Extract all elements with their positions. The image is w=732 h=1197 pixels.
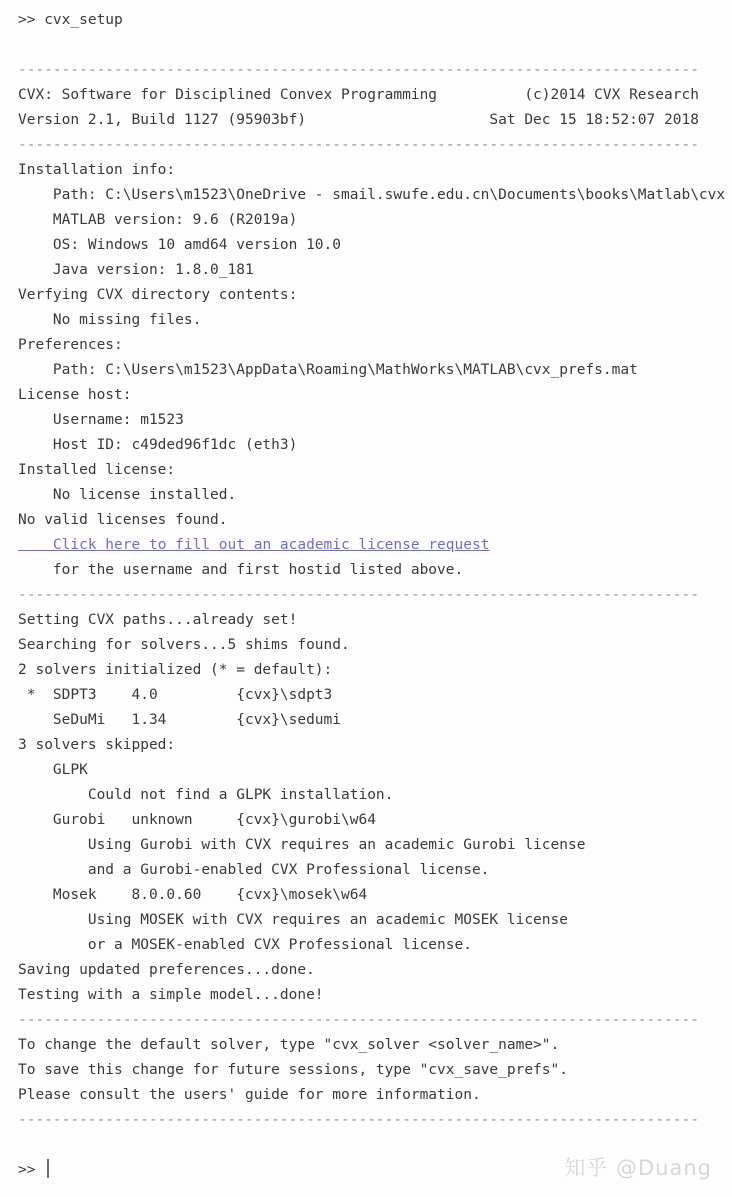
console-line: for the username and first hostid listed above. <box>18 562 464 578</box>
console-line: Path: C:\Users\m1523\AppData\Roaming\MathWorks\MATLAB\cvx_prefs.mat <box>18 362 638 378</box>
console-line: Username: m1523 <box>18 412 184 428</box>
console-line: GLPK <box>18 762 88 778</box>
console-line: Version 2.1, Build 1127 (95903bf) Sat Dec 15 18:52:07 2018 <box>18 112 699 128</box>
console-line: License host: <box>18 387 132 403</box>
console-line: Installed license: <box>18 462 176 478</box>
console-line: Verfying CVX directory contents: <box>18 287 298 303</box>
separator-rule: ------------------------------------------------------------------------------ <box>18 1012 699 1028</box>
blank-line <box>18 33 732 58</box>
console-line: * SDPT3 4.0 {cvx}\sdpt3 <box>18 687 333 703</box>
watermark: 知乎 @Duang <box>564 1156 712 1180</box>
console-line: and a Gurobi-enabled CVX Professional license. <box>18 862 490 878</box>
console-line: 2 solvers initialized (* = default): <box>18 662 333 678</box>
console-line: Using Gurobi with CVX requires an academic Gurobi license <box>18 837 586 853</box>
console-line: MATLAB version: 9.6 (R2019a) <box>18 212 298 228</box>
separator-rule: ------------------------------------------------------------------------------ <box>18 137 699 153</box>
console-line: or a MOSEK-enabled CVX Professional license. <box>18 937 472 953</box>
console-line: Saving updated preferences...done. <box>18 962 315 978</box>
console-line: Could not find a GLPK installation. <box>18 787 394 803</box>
console-line: No license installed. <box>18 487 237 503</box>
console-line: Path: C:\Users\m1523\OneDrive - smail.swufe.edu.cn\Documents\books\Matlab\cvx <box>18 187 726 203</box>
text-cursor <box>47 1159 49 1178</box>
console-line: To save this change for future sessions, type "cvx_save_prefs". <box>18 1062 568 1078</box>
console-body <box>18 8 732 1183</box>
console-line: SeDuMi 1.34 {cvx}\sedumi <box>18 712 342 728</box>
console-line: OS: Windows 10 amd64 version 10.0 <box>18 237 342 253</box>
console-line: Please consult the users' guide for more information. <box>18 1087 481 1103</box>
console-line: Testing with a simple model...done! <box>18 987 324 1003</box>
console-line: No missing files. <box>18 312 202 328</box>
separator-rule: ------------------------------------------------------------------------------ <box>18 1112 699 1128</box>
line-text: to fill out an academic license request <box>140 537 490 553</box>
console-line: Setting CVX paths...already set! <box>18 612 298 628</box>
console-line <box>18 533 732 558</box>
console-line: Using MOSEK with CVX requires an academic MOSEK license <box>18 912 568 928</box>
command-line: >> cvx_setup <box>18 12 123 28</box>
console-line: To change the default solver, type "cvx_solver <solver_name>". <box>18 1037 560 1053</box>
console-line: Installation info: <box>18 162 176 178</box>
console-line: Mosek 8.0.0.60 {cvx}\mosek\w64 <box>18 887 368 903</box>
academic-license-link[interactable]: Click here <box>52 537 141 553</box>
console-line: Searching for solvers...5 shims found. <box>18 637 350 653</box>
separator-rule: ------------------------------------------------------------------------------ <box>18 62 699 78</box>
console-line: Preferences: <box>18 337 123 353</box>
console-line: Gurobi unknown {cvx}\gurobi\w64 <box>18 812 376 828</box>
separator-rule: ------------------------------------------------------------------------------ <box>18 587 699 603</box>
prompt-symbol: >> <box>18 1162 45 1178</box>
console-line: No valid licenses found. <box>18 512 228 528</box>
console-line: Host ID: c49ded96f1dc (eth3) <box>18 437 298 453</box>
console-line: Java version: 1.8.0_181 <box>18 262 254 278</box>
console-line: CVX: Software for Disciplined Convex Programming (c)2014 CVX Research <box>18 87 699 103</box>
console-line: 3 solvers skipped: <box>18 737 176 753</box>
line-text <box>18 537 53 553</box>
